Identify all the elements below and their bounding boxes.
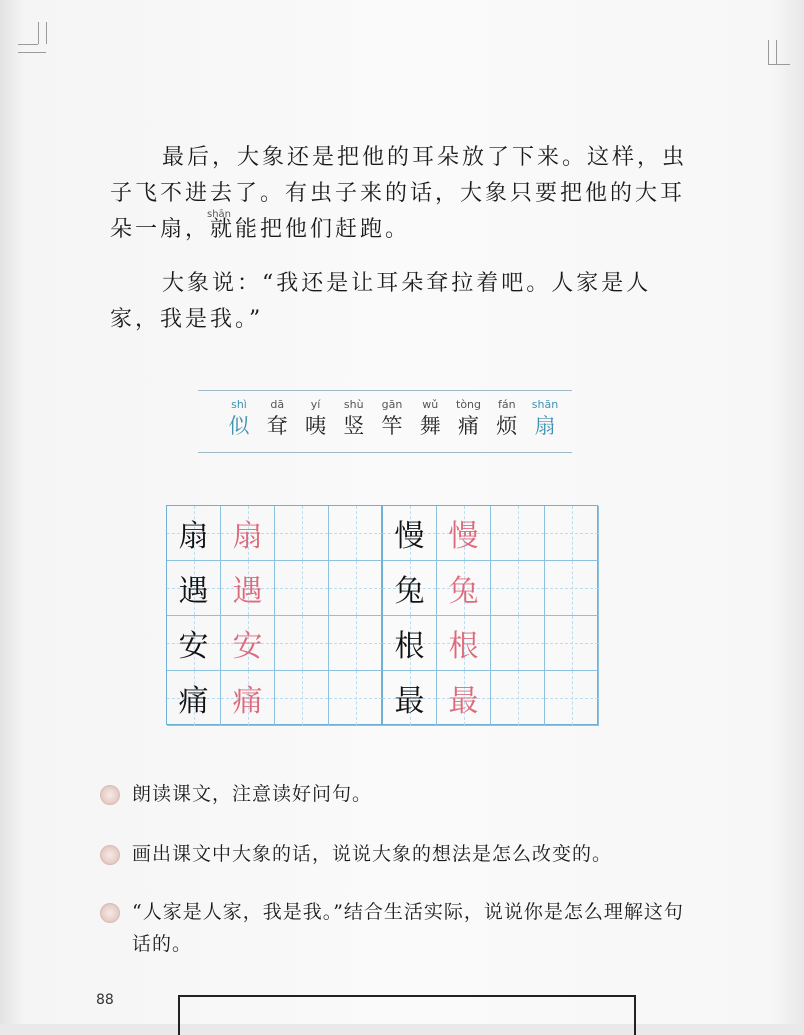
model-character-cell	[383, 506, 437, 561]
model-character-cell	[167, 616, 221, 671]
trace-character-cell	[221, 561, 275, 616]
empty-writing-cell	[545, 616, 599, 671]
empty-writing-cell	[545, 671, 599, 726]
vocab-character: 痛	[458, 414, 479, 438]
empty-writing-cell	[329, 616, 383, 671]
vocab-item	[452, 398, 486, 446]
crop-mark-left-v	[38, 22, 39, 44]
pinyin-annotation: shān	[207, 209, 232, 220]
model-character-cell	[383, 616, 437, 671]
task-text: 朗读课文，注意读好问句。	[132, 783, 373, 805]
empty-writing-cell	[491, 506, 545, 561]
trace-character: 慢	[448, 519, 479, 554]
flower-bullet-icon	[100, 903, 120, 923]
trace-character: 痛	[232, 684, 263, 719]
trace-character: 最	[448, 684, 479, 719]
vocabulary-row	[222, 398, 562, 446]
lesson-paragraph-1: 最后，大象还是把他的耳朵放了下来。这样，虫子飞不进去了。有虫子来的话，大象只要把他的大耳朵一扇，就能把他们赶跑。	[110, 145, 688, 242]
vocab-item	[490, 398, 524, 446]
trace-character-cell	[437, 616, 491, 671]
flower-bullet-icon	[100, 845, 120, 865]
trace-character-cell	[437, 506, 491, 561]
trace-character-cell	[221, 671, 275, 726]
model-character: 痛	[178, 684, 209, 719]
model-character-cell	[383, 561, 437, 616]
model-character: 安	[178, 629, 209, 664]
vocab-character: 烦	[496, 414, 518, 438]
lesson-paragraph-2: 大象说：“我还是让耳朵耷拉着吧。人家是人家，我是我。”	[110, 271, 652, 332]
empty-writing-cell	[329, 671, 383, 726]
model-character: 慢	[394, 519, 425, 554]
crop-mark-left-v2	[46, 22, 47, 44]
vocab-item	[413, 398, 447, 446]
empty-writing-cell	[275, 561, 329, 616]
vocab-pinyin: wǔ	[422, 398, 439, 411]
model-character-cell	[167, 561, 221, 616]
model-character-cell	[383, 671, 437, 726]
trace-character: 遇	[232, 574, 263, 609]
vocab-pinyin: fán	[497, 398, 516, 411]
vocab-pinyin: shì	[231, 398, 247, 411]
vocab-character: 耷	[266, 414, 288, 438]
vocab-character: 似	[228, 414, 250, 438]
trace-character-cell	[437, 561, 491, 616]
empty-writing-cell	[329, 561, 383, 616]
vocab-item	[375, 398, 409, 446]
trace-character-cell	[221, 616, 275, 671]
writing-grid-left	[166, 505, 382, 725]
empty-writing-cell	[275, 616, 329, 671]
vocab-item	[222, 398, 256, 446]
task-2	[100, 838, 700, 870]
model-character: 扇	[178, 519, 209, 554]
vocab-character: 咦	[305, 414, 326, 438]
crop-mark-right	[768, 40, 769, 64]
vocab-item	[337, 398, 371, 446]
task-text: 画出课文中大象的话，说说大象的想法是怎么改变的。	[132, 843, 613, 865]
model-character: 遇	[178, 574, 209, 609]
crop-mark-right-v2	[776, 40, 777, 64]
trace-character: 安	[232, 629, 263, 664]
task-1	[100, 778, 700, 810]
vocab-item	[299, 398, 333, 446]
model-character-cell	[167, 671, 221, 726]
vocab-item	[260, 398, 294, 446]
model-character: 兔	[394, 574, 425, 609]
trace-character: 兔	[448, 574, 479, 609]
trace-character: 根	[448, 629, 479, 664]
empty-writing-cell	[275, 671, 329, 726]
vocab-item	[528, 398, 562, 446]
crop-mark-right-h	[768, 64, 790, 65]
vocab-character: 舞	[419, 414, 441, 438]
task-3	[100, 896, 700, 960]
vocab-pinyin: yí	[310, 398, 321, 411]
vocab-bottom-rule	[198, 452, 572, 453]
vocab-pinyin: tòng	[456, 398, 481, 411]
next-section-box	[178, 995, 636, 1035]
vocab-character: 竿	[381, 414, 403, 438]
model-character: 根	[394, 629, 425, 664]
vocab-character: 竖	[343, 414, 365, 438]
vocab-pinyin: shān	[531, 398, 559, 411]
task-text: “人家是人家，我是我。”结合生活实际，说说你是怎么理解这句话的。	[132, 901, 684, 955]
empty-writing-cell	[491, 671, 545, 726]
crop-mark-left-h2	[18, 52, 46, 53]
empty-writing-cell	[491, 561, 545, 616]
crop-mark-left	[18, 44, 38, 45]
vocab-character: 扇	[534, 414, 556, 438]
model-character: 最	[394, 684, 425, 719]
empty-writing-cell	[275, 506, 329, 561]
trace-character-cell	[221, 506, 275, 561]
page-number: 88	[96, 992, 114, 1008]
writing-grid-right	[382, 505, 598, 725]
trace-character-cell	[437, 671, 491, 726]
flower-bullet-icon	[100, 785, 120, 805]
vocab-pinyin: gān	[381, 398, 403, 411]
model-character-cell	[167, 506, 221, 561]
trace-character: 扇	[232, 519, 263, 554]
empty-writing-cell	[545, 561, 599, 616]
vocab-pinyin: shù	[343, 398, 364, 411]
vocab-pinyin: dā	[270, 398, 285, 411]
vocab-top-rule	[198, 390, 572, 391]
empty-writing-cell	[545, 506, 599, 561]
empty-writing-cell	[491, 616, 545, 671]
empty-writing-cell	[329, 506, 383, 561]
